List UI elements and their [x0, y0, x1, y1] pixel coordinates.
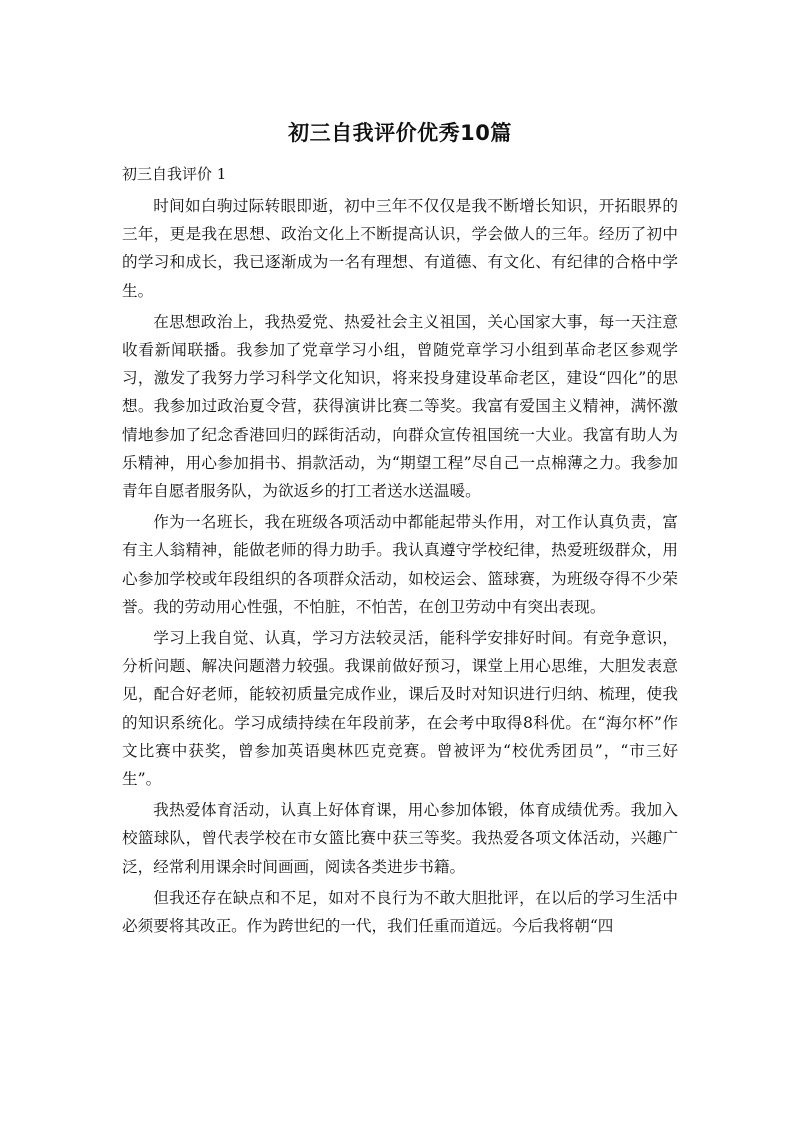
paragraph-2: 在思想政治上，我热爱党、热爱社会主义祖国，关心国家大事，每一天注意收看新闻联播。我参加了党章学习小组，曾随党章学习小组到革命老区参观学习，激发了我努力学习科学文化知识，将来投身建设革命老区，建设“四化”的思想。我参加过政治夏令营，获得演讲比赛二等奖。我富有爱国主义精神，满怀激情地参加了纪念香港回归的踩街活动，向群众宣传祖国统一大业。我富有助人为乐精神，用心参加捐书、捐款活动，为“期望工程”尽自己一点棉薄之力。我参加青年自愿者服务队，为欲返乡的打工者送水送温暖。	[122, 312, 678, 501]
paragraph-3: 作为一名班长，我在班级各项活动中都能起带头作用，对工作认真负责，富有主人翁精神，能做老师的得力助手。我认真遵守学校纪律，热爱班级群众，用心参加学校或年段组织的各项群众活动，如校运会、篮球赛，为班级夺得不少荣誉。我的劳动用心性强，不怕脏，不怕苦，在创卫劳动中有突出表现。	[122, 513, 678, 616]
paragraph-6: 但我还存在缺点和不足，如对不良行为不敢大胆批评，在以后的学习生活中必须要将其改正。作为跨世纪的一代，我们任重而道远。今后我将朝“四	[122, 888, 678, 936]
section-heading: 初三自我评价 1	[122, 165, 227, 183]
document-body	[122, 192, 678, 940]
paragraph-5: 我热爱体育活动，认真上好体育课，用心参加体锻，体育成绩优秀。我加入校篮球队，曾代表学校在市女篮比赛中获三等奖。我热爱各项文体活动，兴趣广泛，经常利用课余时间画画，阅读各类进步书籍。	[122, 801, 678, 876]
paragraph-1: 时间如白驹过际转眼即逝，初中三年不仅仅是我不断增长知识，开拓眼界的三年，更是我在思想、政治文化上不断提高认识，学会做人的三年。经历了初中的学习和成长，我已逐渐成为一名有理想、有道德、有文化、有纪律的合格中学生。	[122, 197, 678, 300]
paragraph-4: 学习上我自觉、认真，学习方法较灵活，能科学安排好时间。有竞争意识，分析问题、解决问题潜力较强。我课前做好预习，课堂上用心思维，大胆发表意见，配合好老师，能较初质量完成作业，课后及时对知识进行归纳、梳理，使我的知识系统化。学习成绩持续在年段前茅，在会考中取得8科优。在“海尔杯”作文比赛中获奖，曾参加英语奥林匹克竞赛。曾被评为“校优秀团员”，“市三好生”。	[122, 629, 678, 789]
document-title: 初三自我评价优秀10篇	[288, 121, 512, 145]
